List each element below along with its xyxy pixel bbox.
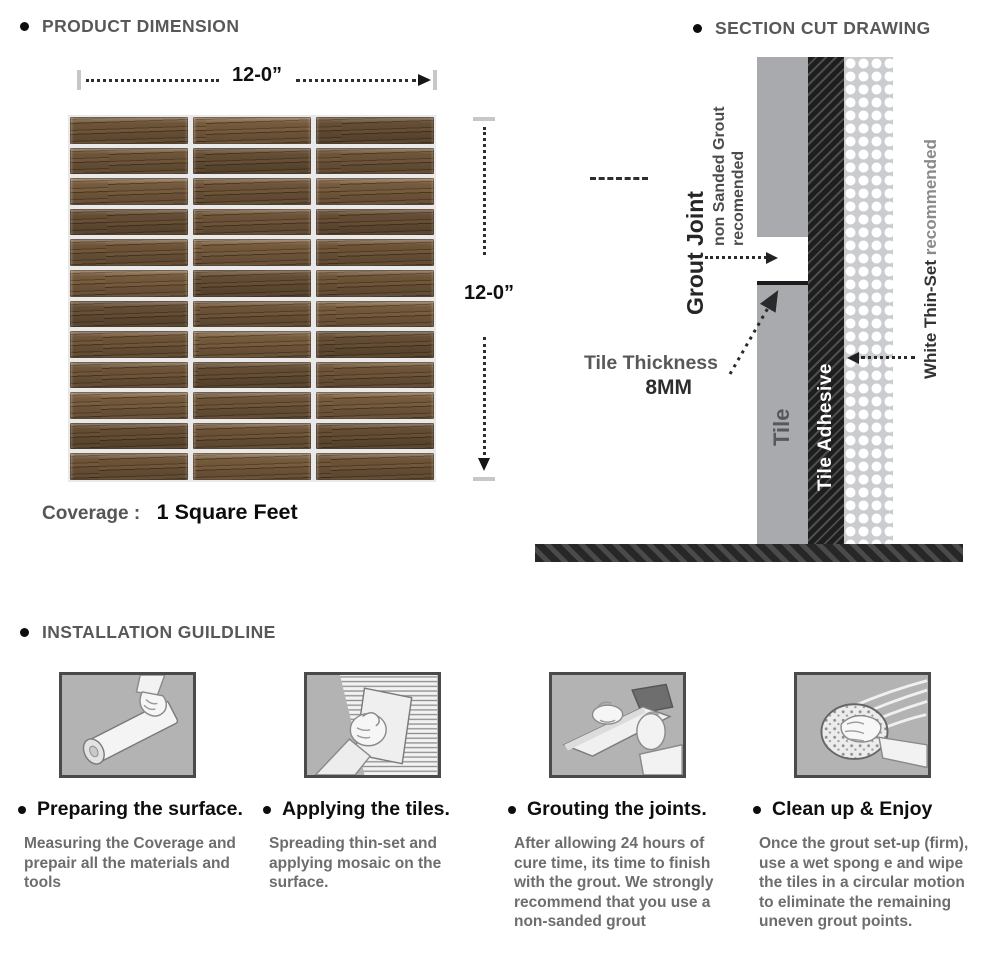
step-body: Spreading thin-set and applying mosaic on the surface. [269, 835, 442, 892]
step-body: Measuring the Coverage and prepair all the materials and tools [24, 835, 236, 892]
step-preparing [10, 672, 245, 932]
tile-label: Tile [769, 408, 794, 446]
tile-chip [316, 239, 434, 266]
roll-sheet-illustration [59, 672, 196, 778]
grout-joint-label: Grout Joint [682, 191, 708, 315]
dotted-line [86, 79, 219, 82]
bullet-icon [263, 806, 271, 814]
tile-chip [193, 239, 311, 266]
tile-chip [70, 178, 188, 205]
installation-steps [10, 672, 980, 932]
tile-chip [316, 301, 434, 328]
tile-column-upper [757, 57, 808, 237]
bullet-icon [20, 22, 29, 31]
white-thinset-rest: recommended [921, 139, 940, 261]
tile-chip [316, 423, 434, 450]
dimension-tick [473, 117, 495, 121]
dimension-tick [433, 70, 437, 90]
step-title-row [745, 798, 980, 821]
tile-chip [316, 331, 434, 358]
section-cut-title: SECTION CUT DRAWING [715, 18, 931, 38]
tile-chip [193, 362, 311, 389]
coverage-line [42, 500, 298, 525]
height-dimension [463, 117, 517, 485]
tile-chip [316, 148, 434, 175]
tile-chip [70, 331, 188, 358]
dotted-line [705, 256, 767, 259]
dotted-line [861, 356, 915, 359]
product-dimension-heading [20, 16, 239, 37]
grout-note-line1: non Sanded Grout [711, 106, 728, 246]
tile-chip [316, 362, 434, 389]
tile-chip [193, 331, 311, 358]
section-cut-heading [693, 18, 931, 39]
tile-chip [70, 148, 188, 175]
tile-chip [316, 392, 434, 419]
tile-chip [70, 453, 188, 480]
white-thinset-bold: White Thin-Set [921, 260, 940, 379]
coverage-label: Coverage : [42, 503, 141, 524]
floor-hatch [535, 544, 963, 562]
product-dimension-title: PRODUCT DIMENSION [42, 16, 240, 36]
step-body: After allowing 24 hours of cure time, its time to finish with the grout. We strongly recommend that you use a non-sanded grout [514, 835, 714, 931]
dotted-line [296, 79, 416, 82]
dimension-tick [473, 477, 495, 481]
width-dimension [77, 64, 437, 92]
tile-chip [193, 178, 311, 205]
coverage-value: 1 Square Feet [156, 500, 298, 524]
trowel-spreading-illustration [304, 672, 441, 778]
step-title: Clean up & Enjoy [772, 798, 933, 820]
thickness-arrow [716, 278, 796, 378]
tile-chip [70, 301, 188, 328]
height-dimension-label: 12-0” [463, 282, 515, 304]
tile-chip [70, 270, 188, 297]
tile-chip [193, 301, 311, 328]
tile-chip [316, 117, 434, 144]
tile-chip [193, 209, 311, 236]
tile-chip [70, 117, 188, 144]
step-title: Grouting the joints. [527, 798, 707, 820]
dotted-line [483, 127, 486, 255]
grout-float-illustration [549, 672, 686, 778]
tile-chip [70, 209, 188, 236]
grout-note-label [711, 84, 749, 246]
step-grouting [500, 672, 735, 932]
grout-note-line2: recomended [729, 150, 747, 246]
bullet-icon [508, 806, 516, 814]
dashed-line [590, 177, 648, 180]
step-title-row [500, 798, 735, 821]
arrow-right-icon [766, 252, 778, 264]
tile-chip [193, 270, 311, 297]
step-title-row [10, 798, 245, 821]
tile-chip [70, 423, 188, 450]
tile-chip [316, 270, 434, 297]
arrow-down-icon [478, 458, 490, 471]
tile-thickness-label [568, 352, 718, 401]
dimension-tick [77, 70, 81, 90]
tile-chip [193, 117, 311, 144]
step-cleanup [745, 672, 980, 932]
installation-title: INSTALLATION GUILDLINE [42, 622, 276, 642]
step-title: Preparing the surface. [37, 798, 243, 820]
bullet-icon [20, 628, 29, 637]
product-tile-swatch [68, 115, 436, 482]
sponge-cleaning-illustration [794, 672, 931, 778]
tile-chip [70, 239, 188, 266]
thickness-value: 8MM [645, 376, 692, 400]
white-thinset-label [921, 139, 941, 379]
tile-chip [316, 209, 434, 236]
width-dimension-label: 12-0” [231, 64, 283, 86]
step-title-row [255, 798, 490, 821]
step-body: Once the grout set-up (firm), use a wet spong e and wipe the tiles in a circular motion to eliminate the remaining uneven grout points. [759, 835, 969, 931]
thickness-text: Tile Thickness [583, 352, 718, 374]
tile-chip [193, 148, 311, 175]
dotted-line [483, 337, 486, 455]
tile-adhesive-label: Tile Adhesive [815, 363, 836, 491]
bullet-icon [753, 806, 761, 814]
tile-chip [193, 392, 311, 419]
thinset-column [844, 57, 893, 544]
tile-chip [316, 453, 434, 480]
bullet-icon [693, 24, 702, 33]
bullet-icon [18, 806, 26, 814]
arrow-right-icon [418, 74, 431, 86]
tile-chip [193, 423, 311, 450]
installation-heading [20, 622, 276, 643]
tile-chip [316, 178, 434, 205]
arrow-left-icon [847, 352, 859, 364]
tile-chip [193, 453, 311, 480]
step-applying [255, 672, 490, 932]
tile-chip [70, 362, 188, 389]
tile-chip [70, 392, 188, 419]
step-title: Applying the tiles. [282, 798, 450, 820]
